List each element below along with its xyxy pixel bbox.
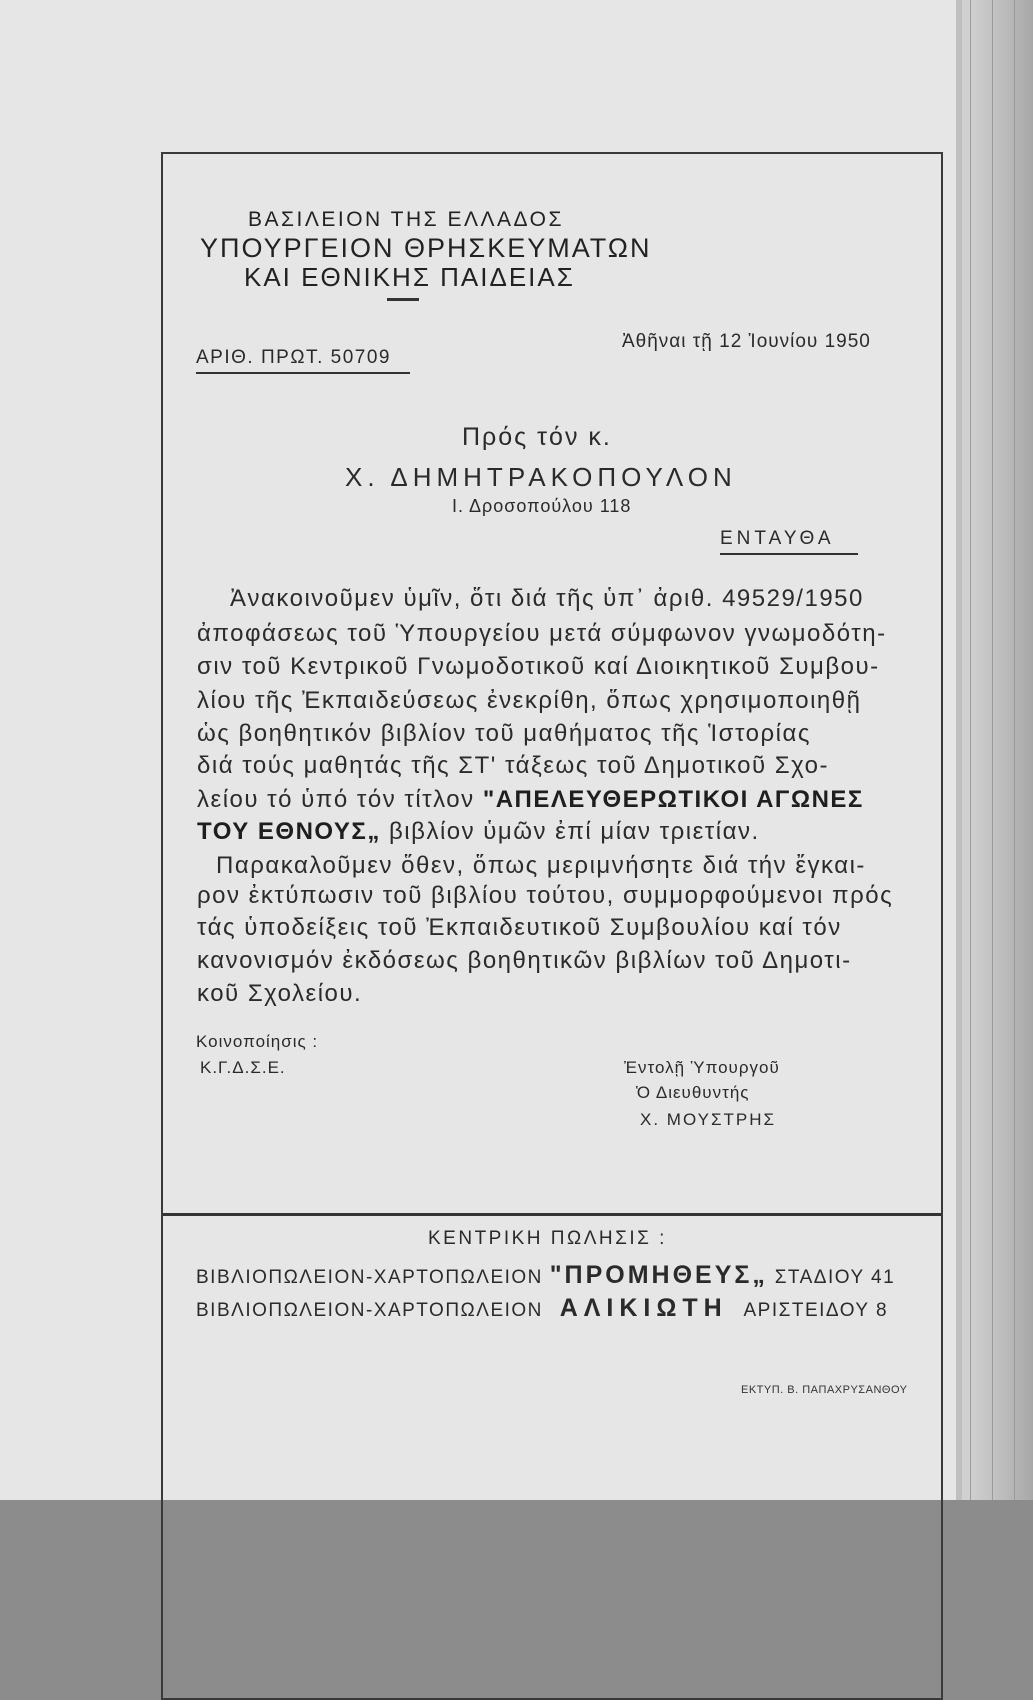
body-line-7-text: λείου τό ὑπό τόν τίτλον <box>197 786 475 813</box>
letter-date: Ἀθῆναι τῇ 12 Ἰουνίου 1950 <box>622 331 871 352</box>
signature-line-1: Ἐντολῇ Ὑπουργοῦ <box>624 1058 780 1077</box>
body-line-3: σιν τοῦ Κεντρικοῦ Γνωμοδοτικοῦ καί Διοικητικοῦ Συμβου- <box>197 653 880 680</box>
body-line-13: κοῦ Σχολείου. <box>197 980 363 1007</box>
body-line-4: λίου τῆς Ἐκπαιδεύσεως ἐνεκρίθη, ὅπως χρησιμοποιηθῇ <box>197 687 862 714</box>
recipient-address: Ι. Δροσοπούλου 118 <box>452 496 632 516</box>
protocol-number: ΑΡΙΘ. ΠΡΩΤ. 50709 <box>196 347 391 368</box>
body-line-1: Ἀνακοινοῦμεν ὑμῖν, ὅτι διά τῆς ὑπ᾽ ἀριθ. 49529/1950 <box>230 585 864 612</box>
footer-row-2-address: ΑΡΙΣΤΕΙΔΟΥ 8 <box>743 1300 889 1321</box>
footer-row-1 <box>196 1261 895 1290</box>
book-title-part1: "ΑΠΕΛΕΥΘΕΡΩΤΙΚΟΙ ΑΓΩΝΕΣ <box>482 786 864 813</box>
book-title-tail: βιβλίον ὑμῶν ἐπί μίαν τριετίαν. <box>389 818 760 845</box>
recipient-salutation: Πρός τόν κ. <box>462 423 612 451</box>
recipient-location: ΕΝΤΑΥΘΑ <box>720 528 835 549</box>
footer-row-1-name: "ΠΡΟΜΗΘΕΥΣ„ <box>549 1261 768 1289</box>
page-edge-line <box>970 0 971 1500</box>
footer-row-2 <box>196 1294 888 1323</box>
body-line-11: τάς ὑποδείξεις τοῦ Ἐκπαιδευτικοῦ Συμβουλίου καί τόν <box>197 914 842 941</box>
signature-line-2: Ὁ Διευθυντής <box>636 1083 750 1102</box>
page-edge-line <box>1014 0 1015 1500</box>
cc-label: Κοινοποίησις : <box>196 1032 319 1051</box>
footer-row-1-shop: ΒΙΒΛΙΟΠΩΛΕΙΟΝ-ΧΑΡΤΟΠΩΛΕΙΟΝ <box>196 1267 543 1288</box>
footer-title: ΚΕΝΤΡΙΚΗ ΠΩΛΗΣΙΣ : <box>428 1228 667 1249</box>
ministry-heading-1: ΥΠΟΥΡΓΕΙΟΝ ΘΡΗΣΚΕΥΜΑΤΩΝ <box>200 233 652 263</box>
signature-name: Χ. ΜΟΥΣΤΡΗΣ <box>640 1110 776 1129</box>
protocol-underline <box>196 372 410 374</box>
body-line-10: ρον ἐκτύπωσιν τοῦ βιβλίου τούτου, συμμορφούμενοι πρός <box>197 882 894 909</box>
body-line-9: Παρακαλοῦμεν ὅθεν, ὅπως μεριμνήσητε διά τήν ἔγκαι- <box>216 852 866 879</box>
book-title-part2: ΤΟΥ ΕΘΝΟΥΣ„ <box>197 818 381 845</box>
recipient-name: Χ. ΔΗΜΗΤΡΑΚΟΠΟΥΛΟΝ <box>345 462 737 492</box>
location-underline <box>720 553 858 555</box>
page-edge <box>956 0 962 1500</box>
printer-imprint: ΕΚΤΥΠ. Β. ΠΑΠΑΧΡΥΣΑΝΘΟΥ <box>741 1384 908 1396</box>
footer-row-2-name: ΑΛΙΚΙΩΤΗ <box>559 1294 728 1322</box>
body-line-5: ὡς βοηθητικόν βιβλίον τοῦ μαθήματος τῆς Ἱστορίας <box>197 720 811 747</box>
footer-row-1-address: ΣΤΑΔΙΟΥ 41 <box>774 1267 896 1288</box>
ministry-heading-2: ΚΑΙ ΕΘΝΙΚΗΣ ΠΑΙΔΕΙΑΣ <box>244 262 575 292</box>
footer-row-2-shop: ΒΙΒΛΙΟΠΩΛΕΙΟΝ-ΧΑΡΤΟΠΩΛΕΙΟΝ <box>196 1300 543 1321</box>
body-line-12: κανονισμόν ἐκδόσεως βοηθητικῶν βιβλίων τοῦ Δημοτι- <box>197 947 852 974</box>
body-line-7 <box>197 786 864 814</box>
kingdom-heading: ΒΑΣΙΛΕΙΟΝ ΤΗΣ ΕΛΛΑΔΟΣ <box>248 208 564 231</box>
body-line-8 <box>197 818 760 846</box>
page-edge-line <box>992 0 993 1500</box>
cc-value: Κ.Γ.Δ.Σ.Ε. <box>200 1058 286 1077</box>
body-line-6: διά τούς μαθητάς τῆς ΣΤ' τάξεως τοῦ Δημοτικοῦ Σχο- <box>197 752 829 779</box>
footer-divider <box>163 1213 941 1216</box>
body-line-2: ἀποφάσεως τοῦ Ὑπουργείου μετά σύμφωνον γνωμοδότη- <box>197 620 887 647</box>
header-underline <box>387 298 419 301</box>
